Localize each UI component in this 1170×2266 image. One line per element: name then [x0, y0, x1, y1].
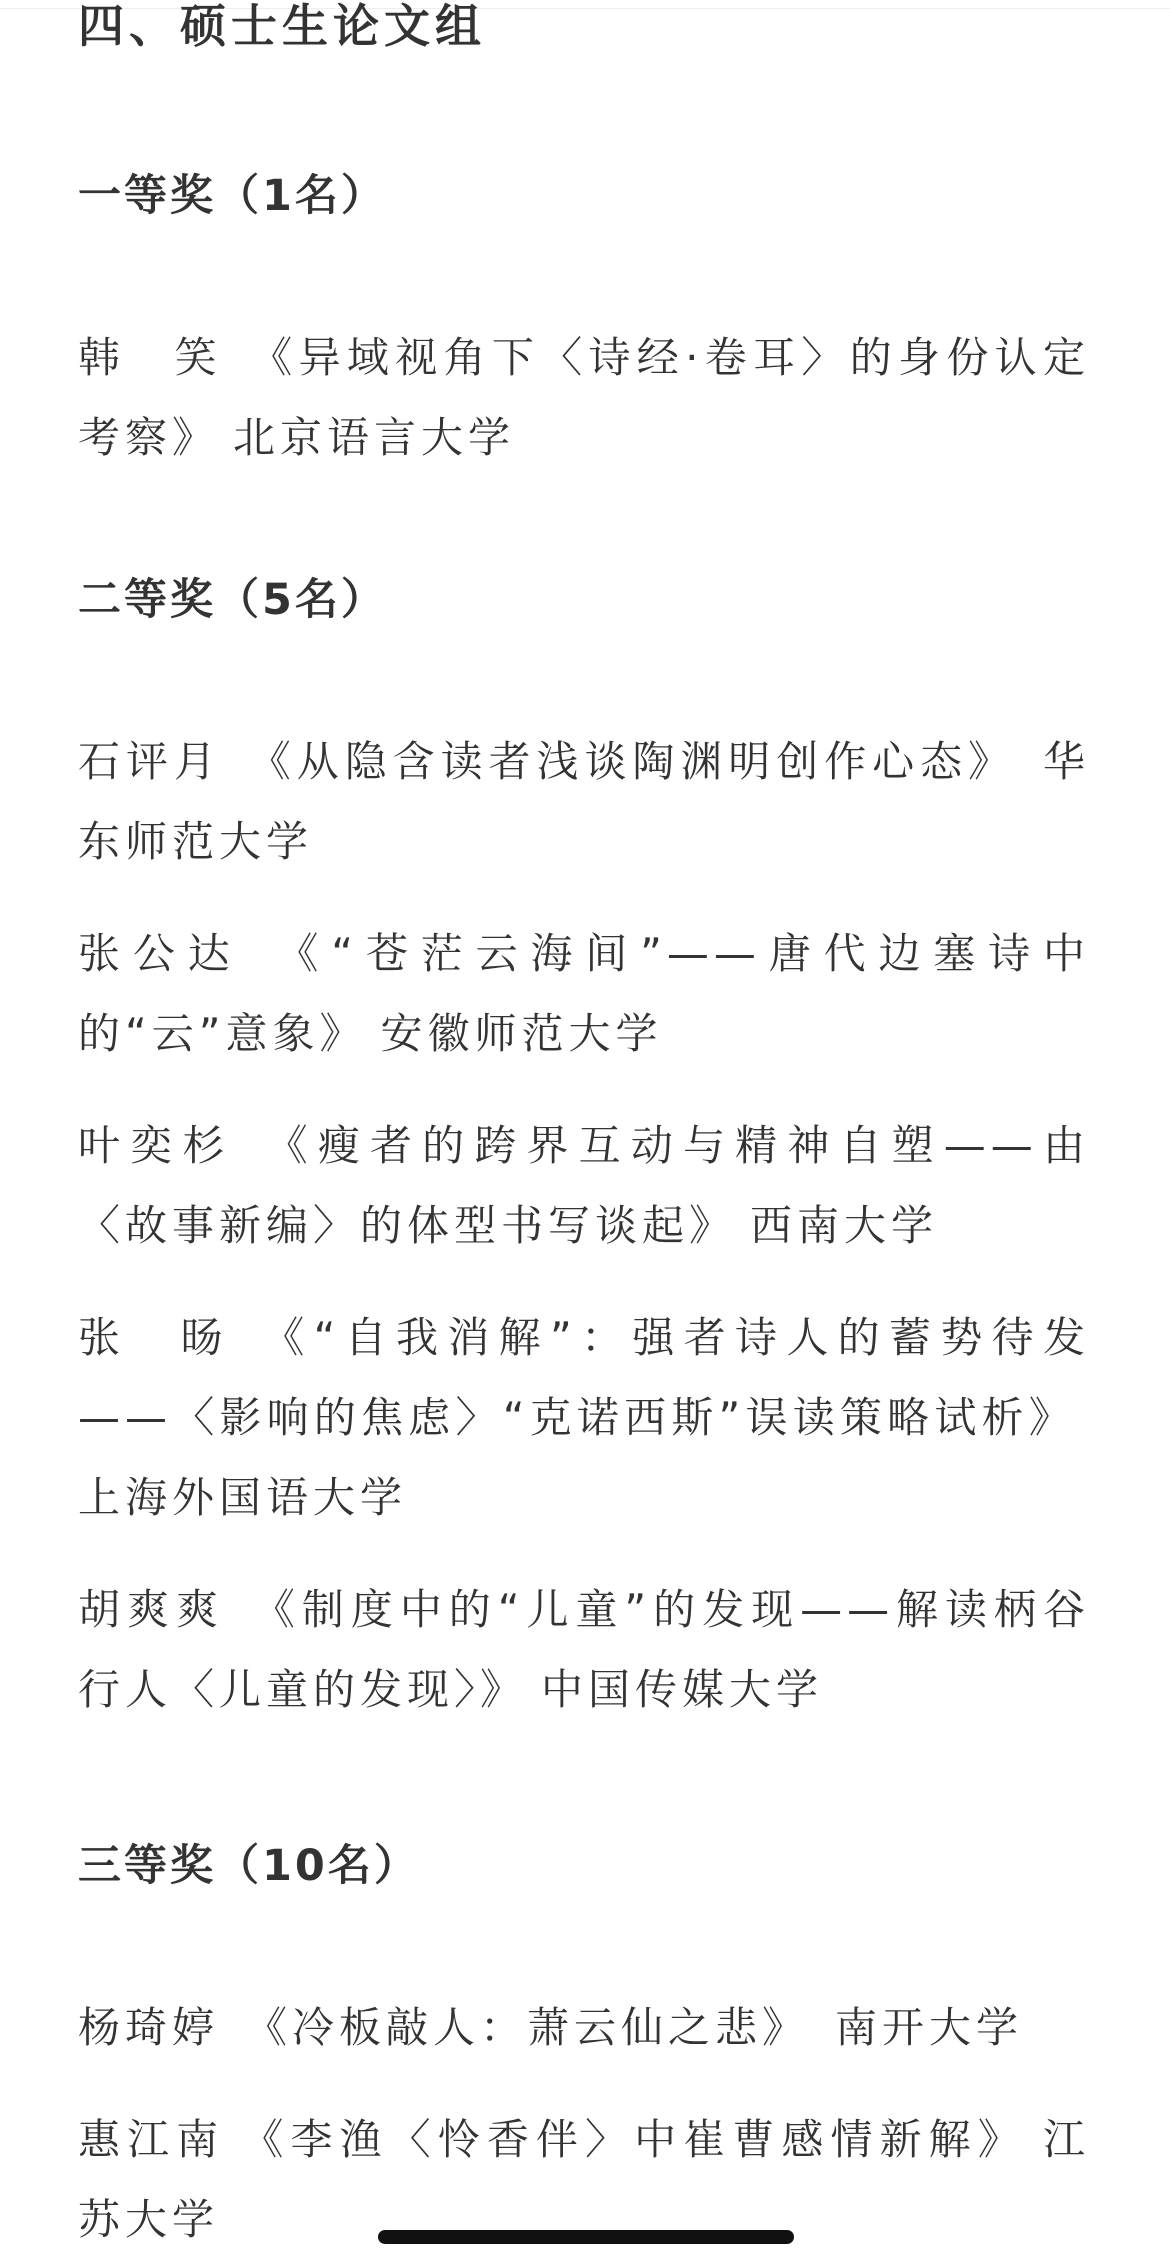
university-name: 华东师范大学 [78, 737, 1090, 866]
thesis-title: 《从隐含读者浅谈陶渊明创作心态》 [247, 737, 1017, 786]
winner-name: 叶奕杉 [78, 1121, 235, 1170]
winner-name: 张 旸 [78, 1313, 232, 1362]
winner-name: 杨琦婷 [78, 2003, 220, 2052]
winner-name: 惠江南 [78, 2115, 226, 2164]
winner-name: 胡爽爽 [78, 1585, 225, 1634]
award-entry [78, 318, 1090, 478]
university-name: 北京语言大学 [233, 413, 516, 462]
thesis-title: 《“自我消解”：强者诗人的蓄势待发——〈影响的焦虑〉“克诺西斯”误读策略试析》 [78, 1313, 1090, 1442]
home-indicator-bar[interactable] [378, 2230, 794, 2244]
university-name: 南开大学 [835, 2003, 1024, 2052]
university-name: 中国传媒大学 [541, 1665, 824, 1714]
prize-heading-second: 二等奖（5名） [78, 575, 387, 625]
thesis-title: 《异域视角下〈诗经·卷耳〉的身份认定考察》 [78, 333, 1090, 462]
award-entry [78, 1298, 1090, 1538]
award-entry [78, 722, 1090, 882]
award-entry [78, 914, 1090, 1074]
university-name: 西南大学 [750, 1201, 939, 1250]
winner-name: 石评月 [78, 737, 222, 786]
thesis-title: 《冷板敲人：萧云仙之悲》 [245, 2003, 810, 2052]
award-entry [78, 1106, 1090, 1266]
section-title: 四、硕士生论文组 [78, 0, 486, 53]
thesis-title: 《瘦者的跨界互动与精神自塑——由〈故事新编〉的体型书写谈起》 [78, 1121, 1090, 1250]
thesis-title: 《制度中的“儿童”的发现——解读柄谷行人〈儿童的发现〉》 [78, 1585, 1090, 1714]
university-name: 安徽师范大学 [380, 1009, 663, 1058]
thesis-title: 《李渔〈怜香伴〉中崔曹感情新解》 [239, 2115, 1027, 2164]
winner-name: 张公达 [78, 929, 243, 978]
prize-heading-first: 一等奖（1名） [78, 171, 387, 221]
award-entry [78, 1988, 1090, 2068]
winner-name: 韩 笑 [78, 333, 223, 382]
university-name: 上海外国语大学 [78, 1473, 408, 1522]
award-entry [78, 1570, 1090, 1730]
prize-heading-third: 三等奖（10名） [78, 1841, 420, 1891]
university-name: 江苏大学 [78, 2115, 1090, 2244]
thesis-title: 《“苍茫云海间”——唐代边塞诗中的“云”意象》 [78, 929, 1090, 1058]
